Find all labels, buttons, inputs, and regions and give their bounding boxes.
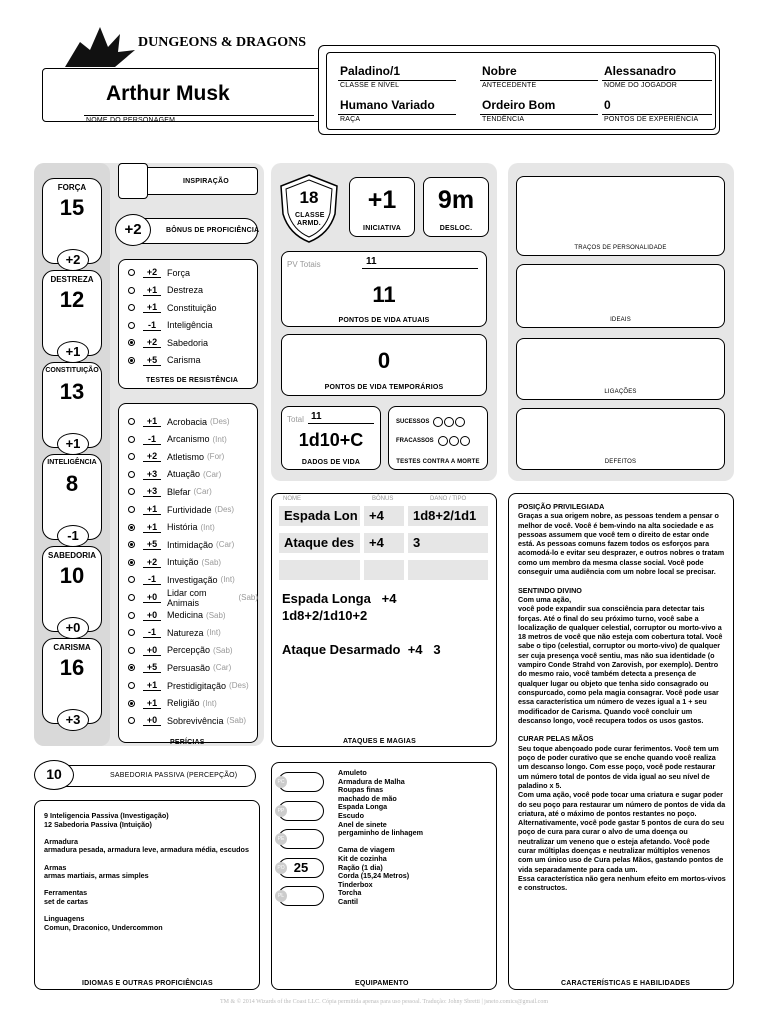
feature-text: Seu toque abençoado pode curar ferimentos. Você tem um poço de poder curativo que se enche quando você realiza um descanso longo. Com esse poço, você pode restaurar um número total de pontos de vida igual ao seu nível de paladino x 5. [518,743,719,790]
proficiency-label: BÔNUS DE PROFICIÊNCIA [166,227,260,234]
feature-text: SENTINDO DIVINO [518,585,582,595]
coin-box[interactable] [278,858,324,878]
skill-row[interactable] [118,695,217,712]
traits-box[interactable] [516,176,725,256]
saving-throw-name: Carisma [167,355,201,365]
skill-row[interactable] [118,589,258,606]
equipment-title: EQUIPAMENTO [355,980,409,987]
skill-mod[interactable]: +2 [143,557,161,568]
proficiency-dot-icon[interactable] [128,612,135,619]
skill-mod[interactable]: +2 [143,451,161,462]
skill-name: Intimidação [167,539,214,550]
skill-attribute: (Des) [229,681,249,690]
header-field-line [480,114,598,115]
ideals-label: IDEAIS [610,317,631,323]
inspiration-value-box[interactable] [118,163,148,199]
hp-temp-value[interactable]: 0 [377,348,391,373]
success-circle-icon[interactable] [444,417,454,427]
character-name[interactable]: Arthur Musk [106,82,230,105]
attack-damage[interactable]: 3 [408,533,488,553]
skills-title: PERÍCIAS [170,739,205,746]
passive-label: SABEDORIA PASSIVA (PERCEPÇÃO) [110,772,238,779]
skill-name: Sobrevivência [167,715,224,726]
skill-attribute: (Des) [214,505,235,514]
skill-row[interactable] [118,571,235,588]
ability-label: SABEDORIA [47,551,96,560]
skill-mod[interactable]: +5 [143,662,161,673]
proficiency-circle [115,214,151,246]
ability-score[interactable]: 10 [59,563,85,588]
proficiency-dot-icon[interactable] [128,304,135,311]
death-fail-label: FRACASSOS [396,438,434,444]
feature-text [518,576,726,585]
equipment-item[interactable]: Cantil [338,896,358,906]
saving-throw-mod[interactable]: +2 [143,267,161,278]
proficiency-dot-icon[interactable] [128,418,135,425]
skill-name: Furtividade [167,504,212,515]
skill-attribute: (For) [207,452,225,462]
skill-mod[interactable]: +0 [143,715,161,726]
skill-mod[interactable]: +5 [143,539,161,550]
ability-label: CONSTITUIÇÃO [45,367,99,374]
skill-mod[interactable]: -1 [143,574,161,585]
proficiency-dot-icon[interactable] [128,506,135,513]
header-field-label: CLASSE E NÍVEL [340,82,400,89]
skill-attribute: (Int) [220,575,235,585]
skill-attribute: (Sab) [238,593,258,602]
initiative-value: +1 [367,186,397,214]
skill-name: Arcanismo [167,434,210,445]
features-title: CARACTERÍSTICAS E HABILIDADES [561,980,691,987]
skill-name: Blefar [167,486,191,497]
skill-name: Atletismo [167,451,205,462]
skill-mod[interactable]: -1 [143,434,161,445]
proficiency-dot-icon[interactable] [128,664,135,671]
skill-name: Lidar com Animais [167,587,207,608]
header-field-label: PONTOS DE EXPERIÊNCIA [604,116,699,123]
ability-label: CARISMA [53,643,91,652]
equipment-item[interactable]: pergaminho de linhagem [338,828,424,838]
attack-note-line[interactable]: Espada Longa +4 [282,591,397,606]
skill-attribute: (Car) [216,540,235,550]
skill-mod[interactable]: -1 [143,627,161,638]
proficiency-dot-icon[interactable] [128,488,135,495]
skill-row[interactable] [118,607,226,624]
skill-row[interactable] [118,431,227,448]
saving-throw-name: Destreza [167,285,204,295]
coin-box[interactable] [278,772,324,792]
skill-row[interactable] [118,642,233,659]
skill-row[interactable] [118,413,230,430]
skill-row[interactable] [118,519,215,536]
proficiency-value: +2 [124,221,142,238]
equipment-item[interactable]: Anel de sinete [338,819,387,829]
ability-box [42,638,102,727]
equipment-item[interactable]: Torcha [338,888,362,898]
hp-current-label: PONTOS DE VIDA ATUAIS [338,317,430,324]
death-success-row[interactable] [396,417,465,427]
fail-circle-icon[interactable] [438,436,448,446]
proficiency-line: Comun, Draconico, Undercommon [44,922,163,932]
skill-attribute: (Int) [212,434,227,444]
skill-attribute: (Car) [203,469,222,479]
proficiency-dot-icon[interactable] [128,524,135,531]
hit-dice-label: DADOS DE VIDA [301,459,361,466]
bonds-label: LIGAÇÕES [604,389,637,395]
character-name-label: NOME DO PERSONAGEM [86,117,176,124]
attacks-header-name: NOME [283,496,301,502]
fail-circle-icon[interactable] [460,436,470,446]
saving-throw-name: Constituição [167,302,217,313]
success-circle-icon[interactable] [433,417,443,427]
coin-label: PC [275,776,287,788]
proficiency-dot-icon[interactable] [128,576,135,583]
skill-mod[interactable]: +0 [143,645,161,656]
feature-text: Alternativamente, você pode gastar 5 pontos de cura do seu poço de cura para curar o alvo de uma doença ou neutralizar um veneno que o esteja afetando. Você pode curar múltiplas doenças e neutralizar múltiplos venenos com um único uso de Cura pelas Mãos, gastando pontos de vida separadamente para cada um. [518,818,725,874]
proficiency-dot-icon[interactable] [128,269,135,276]
equipment-item[interactable]: Roupas finas [338,785,384,795]
ability-label: DESTREZA [50,275,94,284]
skill-attribute: (Int) [206,628,221,638]
feature-text: Graças a sua origem nobre, as pessoas tendem a pensar o melhor de você. Você é bem-vindo na alta sociedade e as pessoas assumem que você tem o direito de estar onde está. As pessoas comuns fazem todos os esforços para acomodá-lo e evitar seu desprazer, e outros nobres o tratam como um membro da mesma classe social. Você pode conseguir uma audiência com um nobre local se precisar. [518,511,725,577]
proficiency-dot-icon[interactable] [128,629,135,636]
saving-throw-mod[interactable]: +1 [143,302,161,313]
hp-current-value[interactable]: 11 [372,282,396,307]
ability-modifier[interactable]: +0 [57,617,89,639]
skill-row[interactable] [118,712,246,729]
attack-name[interactable]: Ataque des [279,533,360,553]
skill-mod[interactable]: +1 [143,698,161,709]
saving-throw-mod[interactable]: +1 [143,285,161,296]
saving-throw-name: Sabedoria [167,337,209,348]
header-field-line [602,114,712,115]
skill-name: Medicina [167,610,204,621]
proficiency-line: armas martiais, armas simples [44,871,149,881]
coin-label: PL [275,890,287,902]
traits-label: TRAÇOS DE PERSONALIDADE [574,245,667,251]
saving-throw-name: Inteligência [167,320,213,330]
skill-attribute: (Car) [213,663,232,673]
ability-score[interactable]: 13 [59,379,85,404]
initiative-label: INICIATIVA [363,225,401,232]
feature-text: Com uma ação, [518,594,572,604]
proficiency-line: set de cartas [44,896,88,906]
proficiency-dot-icon[interactable] [128,594,135,601]
proficiency-line [44,855,254,864]
equipment-item[interactable]: Escudo [338,810,364,820]
attack-empty-bonus[interactable] [364,560,404,580]
skill-name: Natureza [167,627,204,638]
skill-row[interactable] [118,501,234,518]
proficiency-dot-icon[interactable] [128,436,135,443]
skill-row[interactable] [118,483,212,500]
passive-circle [34,760,74,790]
saves-title: TESTES DE RESISTÊNCIA [146,377,239,384]
coin-label: PP [275,805,287,817]
coin-value[interactable]: 25 [293,859,309,875]
skill-row[interactable] [118,536,234,553]
feature-text: Essa característica não gera nenhum efeito em mortos-vivos e constructos. [518,873,726,893]
hit-dice-total-value[interactable]: 11 [311,411,322,422]
death-saves-label: TESTES CONTRA A MORTE [396,459,480,465]
proficiency-dot-icon[interactable] [128,322,135,329]
saving-throw-row[interactable] [118,352,201,369]
hp-max-label: PV Totais [287,260,321,269]
header-field-label: TENDÊNCIA [482,116,525,123]
attacks-title: ATAQUES E MAGIAS [343,738,416,745]
proficiency-line: Armas [44,862,67,872]
skill-mod[interactable]: +1 [143,680,161,691]
proficiency-dot-icon[interactable] [128,339,135,346]
ac-value: 18 [299,188,319,207]
attack-empty-name[interactable] [279,560,360,580]
ability-box [42,454,102,543]
ac-label: CLASSE ARMD. [295,212,325,227]
flaws-label: DEFEITOS [604,459,637,465]
attack-damage[interactable]: 1d8+2/1d1 [408,506,488,526]
ability-modifier[interactable]: +1 [57,433,89,455]
proficiency-dot-icon[interactable] [128,357,135,364]
success-circle-icon[interactable] [455,417,465,427]
skill-mod[interactable]: +3 [143,486,161,497]
skill-row[interactable] [118,624,221,641]
skill-attribute: (Int) [202,698,217,708]
saving-throw-row[interactable] [118,317,213,334]
ability-modifier[interactable]: -1 [57,525,89,547]
hp-max-value[interactable]: 11 [366,256,377,267]
speed-value: 9m [437,186,475,214]
header-field-line [602,80,712,81]
skill-attribute: (Sab) [226,716,247,726]
equipment-item[interactable]: Cama de viagem [338,845,395,855]
death-success-label: SUCESSOS [396,419,430,425]
logo-text: DUNGEONS & DRAGONS [138,35,307,50]
equipment-item[interactable]: Espada Longa [338,802,388,812]
hp-max-line [362,268,478,269]
attacks-header-damage: DANO / TIPO [430,496,467,502]
equipment-item[interactable]: Amuleto [338,768,367,777]
inspiration-label: INSPIRAÇÃO [183,178,229,185]
feature-text: CURAR PELAS MÃOS [518,734,594,744]
skill-mod[interactable]: +0 [143,610,161,621]
proficiency-dot-icon[interactable] [128,287,135,294]
coin-label: PE [275,833,287,845]
coin-box[interactable] [278,801,324,821]
header-field-value[interactable]: Nobre [482,64,517,78]
ability-box [42,362,102,451]
skill-name: Investigação [167,574,218,585]
coin-label: PO [275,862,287,874]
header-field-label: NOME DO JOGADOR [604,82,678,89]
skill-name: Atuação [167,469,201,480]
attack-name[interactable]: Espada Lon [279,506,360,526]
ability-modifier[interactable]: +2 [57,249,89,271]
skill-row[interactable] [118,677,249,694]
coin-box[interactable] [278,886,324,906]
proficiency-line: armadura pesada, armadura leve, armadura média, escudos [44,845,249,855]
header-field-value[interactable]: 0 [604,98,611,112]
proficiency-dot-icon[interactable] [128,453,135,460]
skill-attribute: (Int) [200,522,215,532]
feature-text: POSIÇÃO PRIVILEGIADA [518,502,605,511]
skill-row[interactable] [118,659,231,676]
proficiency-line: 12 Sabedoria Passiva (Intuição) [44,819,152,829]
ability-label: FORÇA [57,183,87,192]
skill-mod[interactable]: +1 [143,522,161,533]
header-field-value[interactable]: Ordeiro Bom [482,98,556,112]
saving-throw-row[interactable] [118,282,203,299]
attack-note-line[interactable]: 1d8+2/1d10+2 [282,608,368,623]
saving-throw-mod[interactable]: -1 [143,320,161,331]
skill-row[interactable] [118,466,221,483]
ability-box [42,546,102,635]
ability-score[interactable]: 12 [59,287,85,312]
coin-box[interactable] [278,829,324,849]
skill-name: Percepção [167,645,211,656]
footer-text: TM & © 2014 Wizards of the Coast LLC. Cópia permitida apenas para uso pessoal. Tradução: Johny Sbretti | jsneto.comics@gmail.com [219,999,549,1005]
saving-throw-name: Força [167,267,191,278]
equipment-item[interactable]: Kit de cozinha [338,853,387,863]
saving-throw-row[interactable] [118,264,190,281]
attack-empty-damage[interactable] [408,560,488,580]
saving-throw-row[interactable] [118,299,217,316]
ability-modifier[interactable]: +1 [57,341,89,363]
header-field-value[interactable]: Alessanadro [604,64,677,78]
fail-circle-icon[interactable] [449,436,459,446]
proficiency-dot-icon[interactable] [128,700,135,707]
ability-box [42,178,102,267]
skill-attribute: (Sab) [213,645,233,655]
skill-name: Religião [167,698,200,709]
proficiency-dot-icon[interactable] [128,682,135,689]
skill-attribute: (Sab) [206,610,226,620]
proficiencies-title: IDIOMAS E OUTRAS PROFICIÊNCIAS [82,980,213,987]
hit-dice-value[interactable]: 1d10+C [298,430,364,450]
skill-mod[interactable]: +1 [143,416,161,427]
skill-name: História [167,522,198,533]
feature-text [518,725,726,734]
passive-value: 10 [46,766,62,782]
header-field-line [480,80,598,81]
ability-modifier[interactable]: +3 [57,709,89,731]
equipment-item[interactable]: Ração (1 dia) [338,862,383,872]
skill-row[interactable] [118,554,221,571]
hit-dice-total-label: Total [287,415,304,424]
skill-name: Persuasão [167,662,211,673]
skill-mod[interactable]: +0 [143,592,161,603]
hp-temp-label: PONTOS DE VIDA TEMPORÁRIOS [324,384,444,391]
character-name-underline [84,115,314,116]
proficiency-line: Linguagens [44,914,85,924]
equipment-item[interactable]: Armadura de Malha [338,776,405,786]
header-field-value[interactable]: Humano Variado [340,98,435,112]
proficiency-line: Armadura [44,836,78,846]
proficiency-dot-icon[interactable] [128,471,135,478]
skill-attribute: (Sab) [201,557,222,567]
proficiency-dot-icon[interactable] [128,647,135,654]
skill-mod[interactable]: +1 [143,504,161,515]
feature-text: Com uma ação, você pode tocar uma criatura e sugar poder do seu poço para restaurar um número de pontos de vida da criatura, até o máximo de pontos restantes no poço. [518,790,726,818]
proficiency-dot-icon[interactable] [128,717,135,724]
dragon-logo-icon [60,22,140,72]
skill-mod[interactable]: +3 [143,469,161,480]
speed-label: DESLOC. [439,225,473,232]
skill-name: Acrobacia [167,416,208,427]
saving-throw-row[interactable] [118,334,208,351]
skill-attribute: (Car) [193,487,212,497]
ac-shield [277,172,341,244]
equipment-item[interactable]: Tinderbox [338,879,373,889]
proficiency-line: 9 Inteligencia Passiva (Investigação) [44,811,169,820]
ability-box [42,270,102,359]
header-field-line [338,114,456,115]
ability-label: INTELIGÊNCIA [47,459,97,466]
ability-score[interactable]: 8 [65,471,79,496]
skill-row[interactable] [118,448,224,465]
equipment-item[interactable]: machado de mão [338,793,397,803]
proficiency-dot-icon[interactable] [128,559,135,566]
header-field-value[interactable]: Paladino/1 [340,64,401,78]
proficiency-dot-icon[interactable] [128,541,135,548]
ability-score[interactable]: 15 [59,195,85,220]
feature-text: você pode expandir sua consciência para detectar tais forças. Até o final do seu próximo turno, você sabe a localização de qualquer celestial, corruptor ou morto-vivo a 18 metros de você que não esteja com cobertura total. Você sabe o tipo (celestial, corruptor ou morto-vivo) de qualquer ser cuja presença você sentiu, mas não sua identidade (o vampiro Conde Strahd von Zarovish, por exemplo). Dentro do mesmo raio, você também detecta a presença de qualquer lugar ou objeto que tenha sido consagrado ou conspurcado, como pela magia consagrar. Você pode usar essa característica um número de vezes igual a 1 + seu modificador de Carisma. Quando você concluir um descanso longo, você recupera todos os usos gastos. [518,604,723,725]
hit-dice-total-line [308,423,374,424]
saving-throw-mod[interactable]: +2 [143,337,161,348]
attack-note-line[interactable] [282,624,487,641]
attack-note-line[interactable]: Ataque Desarmado +4 3 [282,642,441,657]
skill-name: Intuição [167,557,199,568]
equipment-item[interactable]: Corda (15,24 Metros) [338,871,410,881]
header-field-label: RAÇA [340,116,361,123]
saving-throw-mod[interactable]: +5 [143,355,161,366]
header-field-line [338,80,456,81]
proficiency-line: Ferramentas [44,888,88,898]
death-fail-row[interactable] [396,436,470,446]
skill-attribute: (Des) [210,417,230,426]
attack-bonus[interactable]: +4 [364,506,404,526]
header-field-label: ANTECEDENTE [482,82,537,89]
ability-score[interactable]: 16 [59,655,85,680]
attacks-header-bonus: BÔNUS [372,496,394,502]
skill-name: Prestidigitação [167,680,227,691]
attack-bonus[interactable]: +4 [364,533,404,553]
